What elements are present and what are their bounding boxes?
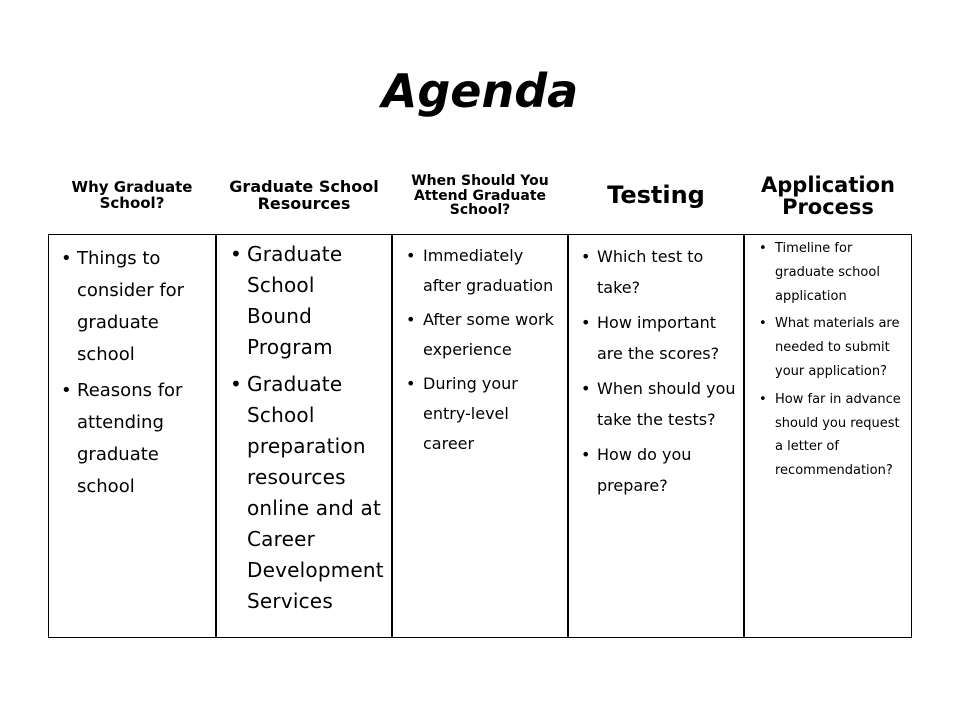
agenda-column-application-process [744, 158, 912, 638]
bullet-list [597, 241, 737, 505]
bullet-item: • Which test to take? [597, 241, 737, 303]
column-body [392, 234, 568, 638]
column-header: When Should You Attend Graduate School? [411, 172, 549, 219]
bullet-list [423, 241, 559, 463]
bullet-list [775, 237, 903, 487]
column-header: Why Graduate School? [71, 178, 193, 212]
bullet-item: • What materials are needed to submit your application? [775, 312, 903, 383]
column-body [568, 234, 744, 638]
agenda-column-testing [568, 158, 744, 638]
bullet-item: • How important are the scores? [597, 307, 737, 369]
agenda-columns [48, 158, 912, 638]
bullet-item: • Immediately after graduation [423, 241, 559, 301]
bullet-list [77, 243, 209, 507]
column-body [48, 234, 216, 638]
column-header: Graduate School Resources [229, 177, 379, 213]
slide-title: Agenda [381, 64, 579, 118]
bullet-item: • Timeline for graduate school application [775, 237, 903, 308]
bullet-item: • During your entry-level career [423, 369, 559, 459]
bullet-item: • Reasons for attending graduate school [77, 375, 209, 503]
agenda-column-why-graduate-school [48, 158, 216, 638]
bullet-list [247, 239, 385, 623]
bullet-item: • After some work experience [423, 305, 559, 365]
bullet-item: • Graduate School preparation resources online and at Career Development Services [247, 369, 385, 617]
bullet-item: • Things to consider for graduate school [77, 243, 209, 371]
bullet-item: • When should you take the tests? [597, 373, 737, 435]
column-header: Application Process [761, 172, 895, 219]
column-body [744, 234, 912, 638]
agenda-column-when-to-attend [392, 158, 568, 638]
column-header: Testing [607, 181, 705, 210]
bullet-item: • Graduate School Bound Program [247, 239, 385, 363]
bullet-item: • How do you prepare? [597, 439, 737, 501]
bullet-item: • How far in advance should you request a letter of recommendation? [775, 388, 903, 483]
agenda-column-graduate-school-resources [216, 158, 392, 638]
column-body [216, 234, 392, 638]
